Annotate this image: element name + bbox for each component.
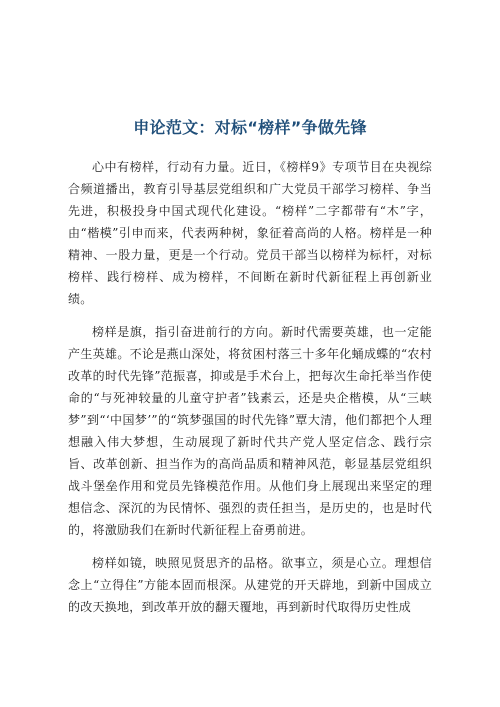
- document-title: 申论范文：对标“榜样”争做先锋: [133, 118, 367, 137]
- paragraph-intro: 心中有榜样，行动有力量。近日，《榜样9》专项节目在央视综合频道播出，教育引导基层党组织和广大党员干部学习榜样、争当先进，积极投身中国式现代化建设。“榜样”二字都带有“木”字，由“楷模”引申而来，代表两种树，象征着高尚的人格。榜样是一种精神、一股力量，更是一个行动。党员干部当以榜样为标杆，对标榜样、践行榜样、成为榜样，不间断在新时代新征程上再创新业绩。: [68, 160, 432, 306]
- paragraph-mirror: 榜样如镜，映照见贤思齐的品格。欲事立，须是心立。理想信念上“立得住”方能本固而根深。从建党的开天辟地，到新中国成立的改天换地，到改革开放的翻天覆地，再到新时代取得历史性成: [68, 556, 432, 614]
- paragraph-flag: 榜样是旗，指引奋进前行的方向。新时代需要英雄，也一定能产生英雄。不论是燕山深处，将贫困村落三十多年化蛹成蝶的“农村改革的时代先锋”范振喜，抑或是手术台上，把每次生命托举当作使命的“与死神较量的儿童守护者”钱素云，还是央企楷模，从“三峡梦”到“‘中国梦’”的“筑梦强国的时代先锋”覃大清，他们都把个人理想融入伟大梦想，生动展现了新时代共产党人坚定信念、践行宗旨、改革创新、担当作为的高尚品质和精神风范，彰显基层党组织战斗堡垒作用和党员先锋模范作用。从他们身上展现出来坚定的理想信念、深沉的为民情怀、强烈的责任担当，是历史的，也是时代的，将激励我们在新时代新征程上奋勇前进。: [68, 325, 432, 537]
